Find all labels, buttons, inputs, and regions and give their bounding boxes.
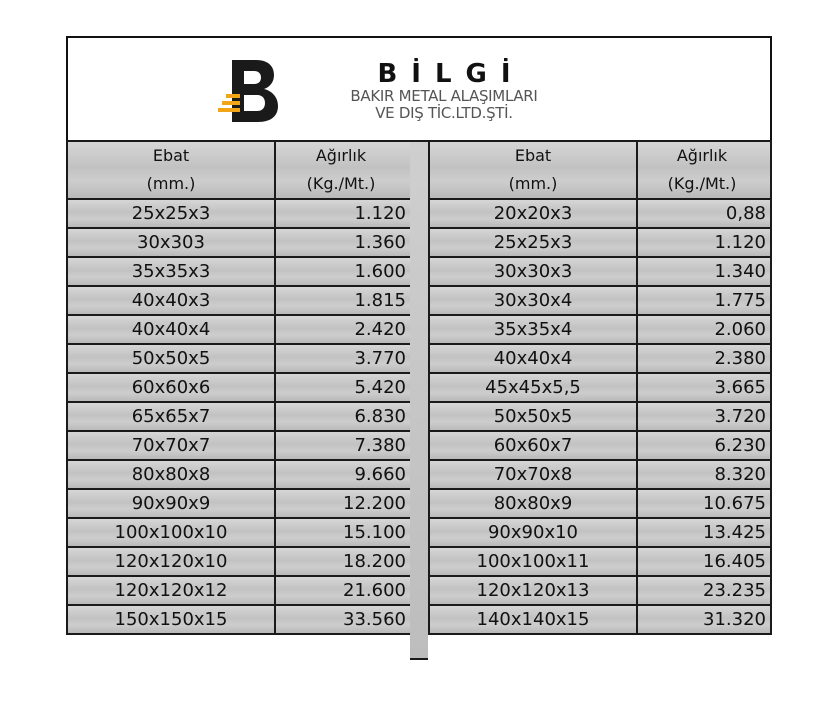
weight-header-label: Ağırlık [676,146,728,165]
weight-cell: 3.665 [637,373,771,402]
size-cell: 35x35x4 [429,315,637,344]
size-cell: 80x80x9 [429,489,637,518]
weight-cell: 12.200 [275,489,411,518]
size-header-unit: (mm.) [508,174,558,193]
size-cell: 120x120x12 [67,576,275,605]
weight-cell: 9.660 [275,460,411,489]
table-row [429,257,771,286]
brand-line-1: BAKIR METAL ALAŞIMLARI [350,87,538,105]
table-row [67,576,411,605]
document-frame [66,36,772,656]
size-cell: 70x70x8 [429,460,637,489]
weight-cell: 10.675 [637,489,771,518]
size-cell: 70x70x7 [67,431,275,460]
size-header-unit: (mm.) [146,174,196,193]
size-cell: 120x120x13 [429,576,637,605]
table-row [67,489,411,518]
size-cell: 90x90x10 [429,518,637,547]
size-cell: 30x30x3 [429,257,637,286]
table-row [429,518,771,547]
weight-cell: 15.100 [275,518,411,547]
weight-cell: 2.060 [637,315,771,344]
weight-cell: 5.420 [275,373,411,402]
table-row [67,518,411,547]
size-cell: 25x25x3 [67,199,275,228]
weight-header [275,141,411,199]
table-row [429,431,771,460]
size-cell: 60x60x7 [429,431,637,460]
size-cell: 120x120x10 [67,547,275,576]
weight-cell: 0,88 [637,199,771,228]
weight-cell: 2.420 [275,315,411,344]
table-row [67,257,411,286]
size-cell: 100x100x10 [67,518,275,547]
table-row [67,605,411,634]
size-cell: 25x25x3 [429,228,637,257]
size-cell: 65x65x7 [67,402,275,431]
size-cell: 50x50x5 [429,402,637,431]
weight-table-right [428,140,772,635]
table-row [429,489,771,518]
weight-cell: 16.405 [637,547,771,576]
weight-cell: 2.380 [637,344,771,373]
table-row [429,373,771,402]
weight-cell: 3.720 [637,402,771,431]
weight-cell: 1.120 [275,199,411,228]
weight-cell: 1.600 [275,257,411,286]
table-divider [410,140,428,660]
table-header-row [67,141,411,199]
size-cell: 140x140x15 [429,605,637,634]
size-cell: 100x100x11 [429,547,637,576]
table-row [67,344,411,373]
weight-header-unit: (Kg./Mt.) [306,174,376,193]
weight-cell: 13.425 [637,518,771,547]
weight-cell: 7.380 [275,431,411,460]
size-header [67,141,275,199]
weight-cell: 6.830 [275,402,411,431]
weight-cell: 1.775 [637,286,771,315]
table-row [429,605,771,634]
company-logo [218,58,280,124]
weight-cell: 1.360 [275,228,411,257]
weight-cell: 6.230 [637,431,771,460]
size-cell: 40x40x4 [429,344,637,373]
table-row [67,315,411,344]
table-row [67,199,411,228]
weight-cell: 33.560 [275,605,411,634]
size-cell: 20x20x3 [429,199,637,228]
weight-cell: 31.320 [637,605,771,634]
size-cell: 50x50x5 [67,344,275,373]
table-row [429,228,771,257]
weight-cell: 18.200 [275,547,411,576]
size-cell: 35x35x3 [67,257,275,286]
weight-cell: 3.770 [275,344,411,373]
size-cell: 150x150x15 [67,605,275,634]
table-row [67,460,411,489]
weight-cell: 1.120 [637,228,771,257]
brand-block [294,60,594,122]
size-header-label: Ebat [152,146,190,165]
brand-line-2: VE DIŞ TİC.LTD.ŞTİ. [375,104,513,122]
weight-cell: 1.340 [637,257,771,286]
size-header-label: Ebat [514,146,552,165]
table-row [67,373,411,402]
weight-table-left [66,140,412,635]
brand-name: BİLGİ [377,59,525,89]
weight-header-unit: (Kg./Mt.) [667,174,737,193]
table-row [67,228,411,257]
company-header [66,36,772,142]
weight-header-label: Ağırlık [315,146,367,165]
table-row [67,547,411,576]
size-cell: 90x90x9 [67,489,275,518]
weight-cell: 8.320 [637,460,771,489]
table-row [429,402,771,431]
table-row [429,286,771,315]
weight-cell: 23.235 [637,576,771,605]
table-row [67,286,411,315]
size-cell: 80x80x8 [67,460,275,489]
table-row [429,460,771,489]
weight-cell: 1.815 [275,286,411,315]
size-cell: 40x40x4 [67,315,275,344]
size-cell: 40x40x3 [67,286,275,315]
table-row [67,402,411,431]
size-cell: 30x30x4 [429,286,637,315]
weight-header [637,141,771,199]
size-cell: 45x45x5,5 [429,373,637,402]
table-row [429,315,771,344]
table-row [429,344,771,373]
table-header-row [429,141,771,199]
size-cell: 30x303 [67,228,275,257]
table-row [429,199,771,228]
table-row [67,431,411,460]
size-cell: 60x60x6 [67,373,275,402]
table-row [429,547,771,576]
table-row [429,576,771,605]
size-header [429,141,637,199]
weight-cell: 21.600 [275,576,411,605]
